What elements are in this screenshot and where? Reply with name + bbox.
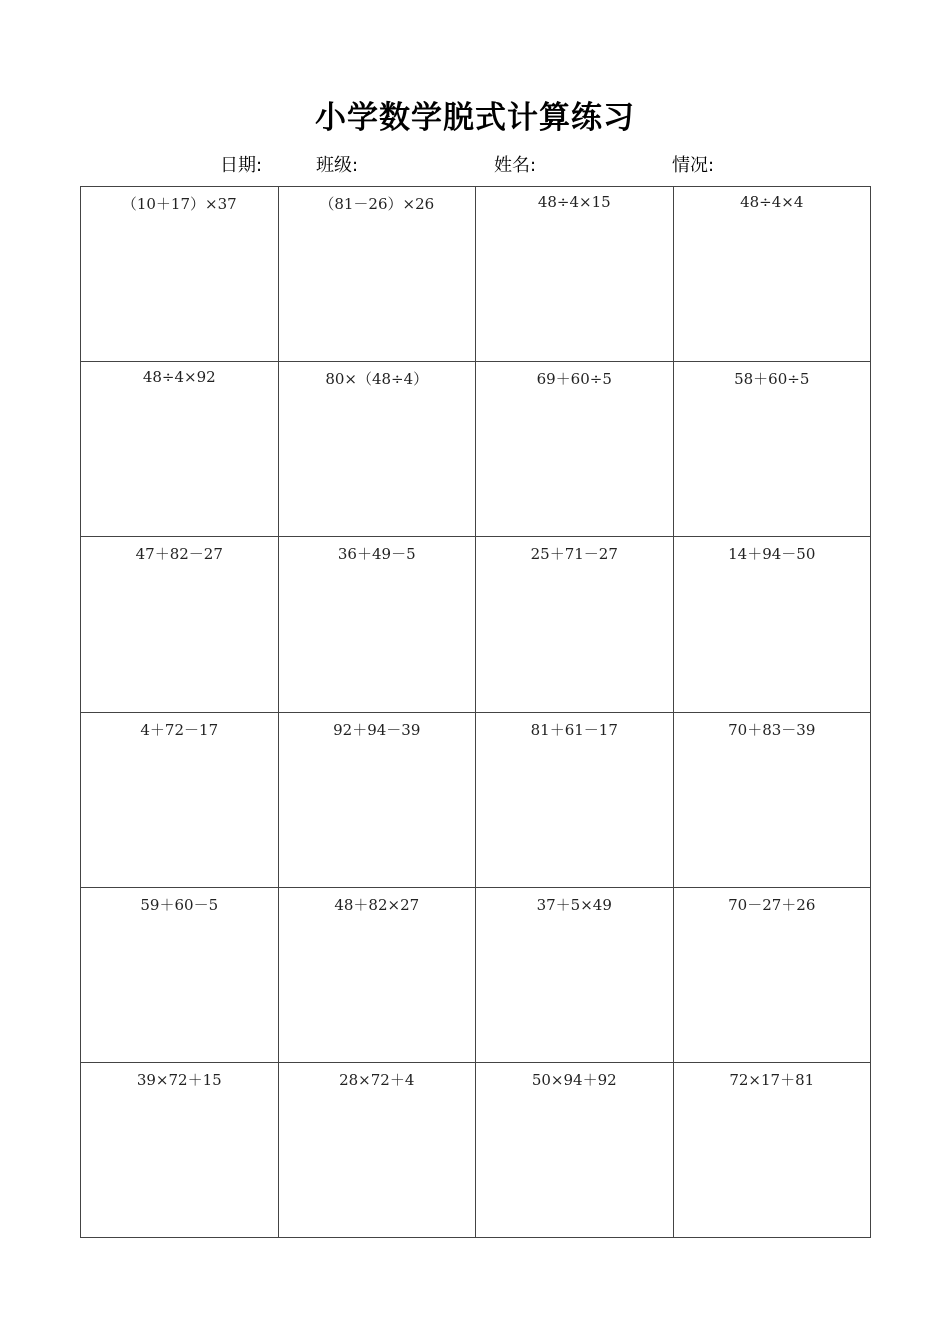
page-title: 小学数学脱式计算练习: [315, 100, 635, 136]
name-label: 姓名:: [494, 155, 537, 176]
status-label: 情况:: [672, 155, 715, 176]
problem-cell: [81, 713, 279, 888]
problem-expression: 72×17＋81: [729, 1070, 815, 1089]
problem-cell: [279, 187, 477, 362]
problem-expression: 80×（48÷4）: [325, 370, 429, 389]
problem-expression: 50×94＋92: [531, 1070, 617, 1089]
problem-expression: 69＋60÷5: [536, 370, 612, 389]
problem-cell: [81, 888, 279, 1063]
problem-expression: 28×72＋4: [339, 1070, 415, 1089]
problem-expression: 48＋82×27: [334, 895, 420, 914]
problem-expression: 81＋61－17: [530, 720, 618, 739]
problem-cell: [81, 362, 279, 537]
class-label: 班级:: [316, 155, 359, 176]
problem-cell: [674, 888, 872, 1063]
problem-cell: [279, 1063, 477, 1238]
problem-cell: [476, 362, 674, 537]
problem-expression: （81－26）×26: [319, 195, 435, 213]
problem-expression: 70－27＋26: [728, 895, 816, 914]
problem-expression: 4＋72－17: [140, 720, 219, 739]
problem-expression: 48÷4×4: [740, 193, 804, 211]
problem-cell: [476, 1063, 674, 1238]
date-label: 日期:: [220, 155, 263, 176]
problem-cell: [279, 888, 477, 1063]
problem-expression: 47＋82－27: [135, 545, 223, 564]
problem-expression: （10＋17）×37: [121, 195, 237, 213]
problem-cell: [476, 537, 674, 712]
problem-expression: 37＋5×49: [536, 895, 612, 914]
problem-cell: [674, 362, 872, 537]
problem-expression: 25＋71－27: [530, 545, 618, 564]
problem-expression: 58＋60÷5: [734, 370, 810, 389]
problem-cell: [279, 537, 477, 712]
problem-expression: 70＋83－39: [728, 720, 816, 739]
problem-cell: [674, 537, 872, 712]
problem-expression: 36＋49－5: [337, 545, 416, 564]
problem-grid: [80, 186, 871, 1238]
problem-cell: [674, 1063, 872, 1238]
problem-cell: [476, 888, 674, 1063]
problem-cell: [279, 362, 477, 537]
problem-expression: 48÷4×92: [142, 368, 216, 387]
problem-cell: [279, 713, 477, 888]
problem-cell: [476, 713, 674, 888]
problem-expression: 39×72＋15: [136, 1070, 222, 1089]
problem-cell: [476, 187, 674, 362]
problem-expression: 92＋94－39: [333, 720, 421, 739]
problem-cell: [81, 1063, 279, 1238]
problem-cell: [674, 187, 872, 362]
problem-cell: [81, 187, 279, 362]
problem-expression: 59＋60－5: [140, 895, 219, 914]
problem-expression: 14＋94－50: [728, 545, 816, 564]
problem-cell: [81, 537, 279, 712]
problem-expression: 48÷4×15: [537, 193, 611, 211]
problem-cell: [674, 713, 872, 888]
